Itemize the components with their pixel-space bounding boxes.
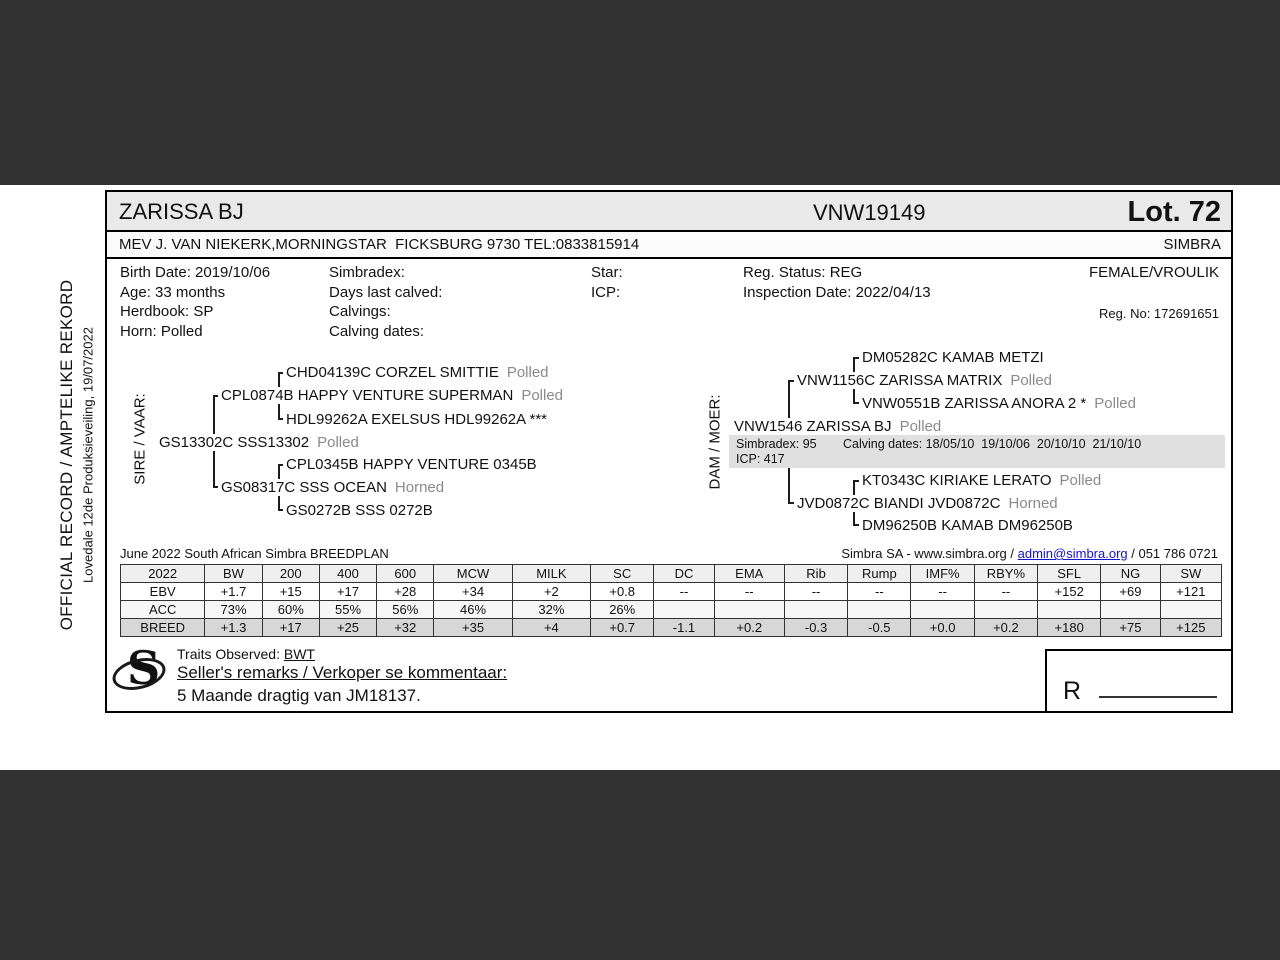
calvings-label: Calvings: — [329, 303, 391, 320]
breedplan-header-cell: IMF% — [911, 565, 974, 583]
breedplan-header-cell: SC — [591, 565, 654, 583]
contact-suffix: / 051 786 0721 — [1127, 546, 1218, 561]
breedplan-header-cell: EMA — [714, 565, 784, 583]
breedplan-row — [121, 583, 1222, 601]
breedplan-value-cell: +0.7 — [591, 619, 654, 637]
horn-tag: Polled — [1059, 472, 1102, 489]
price-box — [1045, 649, 1231, 711]
sire-section-label: SIRE / VAAR: — [131, 393, 149, 485]
reg-number: Reg. No: 172691651 — [1099, 306, 1219, 321]
pedigree-entry-sire-gp2 — [218, 479, 449, 496]
breedplan-row-label: EBV — [121, 583, 205, 601]
breedplan-value-cell: 46% — [434, 601, 512, 619]
pedigree-entry-sire-ggp4 — [283, 502, 446, 519]
breedplan-value-cell: -- — [654, 583, 714, 601]
animal-id: VNW1156C ZARISSA MATRIX — [797, 372, 1003, 389]
animal-id: CHD04139C CORZEL SMITTIE — [286, 364, 499, 381]
breedplan-value-cell: +1.7 — [205, 583, 262, 601]
breedplan-value-cell: +125 — [1160, 619, 1221, 637]
pedigree-entry-dam — [731, 418, 946, 435]
animal-id: KT0343C KIRIAKE LERATO — [862, 472, 1052, 489]
animal-id: CPL0874B HAPPY VENTURE SUPERMAN — [221, 387, 514, 404]
traits-value: BWT — [283, 646, 315, 662]
herdbook: Herdbook: SP — [120, 303, 214, 320]
breedplan-header-cell: RBY% — [974, 565, 1037, 583]
breedplan-value-cell: +28 — [377, 583, 434, 601]
animal-id: VNW0551B ZARISSA ANORA 2 * — [862, 395, 1087, 412]
breedplan-value-cell: -- — [911, 583, 974, 601]
animal-id: GS08317C SSS OCEAN — [221, 479, 387, 496]
breedplan-header-cell: MCW — [434, 565, 512, 583]
pedigree-entry-sire-ggp1 — [283, 364, 554, 381]
breedplan-value-cell: -0.5 — [848, 619, 911, 637]
owner-band — [107, 232, 1231, 259]
star-label: Star: — [591, 264, 623, 281]
breedplan-value-cell: 56% — [377, 601, 434, 619]
catalog-card — [105, 190, 1233, 713]
breedplan-value-cell: -0.3 — [784, 619, 847, 637]
breedplan-header-cell: 400 — [319, 565, 376, 583]
dam-production-info — [729, 435, 1225, 468]
sale-event-label: Lovedale 12de Produksieveiling, 19/07/2022 — [80, 327, 96, 583]
horn-tag: Polled — [1010, 372, 1053, 389]
breedplan-value-cell: +15 — [262, 583, 319, 601]
animal-id: HDL99262A EXELSUS HDL99262A *** — [286, 411, 548, 428]
owner-contact: MEV J. VAN NIEKERK,MORNINGSTAR FICKSBURG 9730 TEL:0833815914 — [119, 236, 640, 253]
breedplan-value-cell: -- — [848, 583, 911, 601]
dam-section-label: DAM / MOER: — [706, 394, 724, 490]
breedplan-header-cell: 600 — [377, 565, 434, 583]
breedplan-value-cell — [784, 601, 847, 619]
breedplan-value-cell: -- — [974, 583, 1037, 601]
breedplan-value-cell: +17 — [262, 619, 319, 637]
animal-id: GS13302C SSS13302 — [159, 434, 310, 451]
breedplan-title: June 2022 South African Simbra BREEDPLAN — [120, 546, 389, 561]
breedplan-value-cell: +0.0 — [911, 619, 974, 637]
breedplan-header-cell: DC — [654, 565, 714, 583]
breedplan-value-cell — [714, 601, 784, 619]
sellers-remarks-text: 5 Maande dragtig van JM18137. — [177, 686, 421, 705]
breedplan-value-cell: +152 — [1038, 583, 1101, 601]
breedplan-contact — [841, 546, 1218, 561]
breedplan-header-row — [121, 565, 1222, 583]
sellers-remarks-heading: Seller's remarks / Verkoper se kommentaar: — [177, 663, 508, 682]
animal-id: GS0272B SSS 0272B — [286, 502, 433, 519]
official-record-label: OFFICIAL RECORD / AMPTELIKE REKORD — [57, 279, 76, 631]
breedplan-value-cell: +0.8 — [591, 583, 654, 601]
breedplan-value-cell: -- — [784, 583, 847, 601]
breedplan-header-cell: Rib — [784, 565, 847, 583]
breedplan-row-label: BREED — [121, 619, 205, 637]
traits-observed — [177, 646, 315, 662]
simbra-logo — [110, 641, 172, 702]
breedplan-header-cell: SW — [1160, 565, 1221, 583]
breedplan-value-cell: 73% — [205, 601, 262, 619]
horn-tag: Horned — [394, 479, 445, 496]
pedigree-entry-sire-gp1 — [218, 387, 568, 404]
logo-s-letter: S — [127, 641, 161, 695]
dam-icp: ICP: 417 — [736, 452, 785, 466]
animal-id: DM05282C KAMAB METZI — [862, 349, 1044, 366]
horn-tag: Polled — [521, 387, 564, 404]
breedplan-value-cell — [654, 601, 714, 619]
icp-label: ICP: — [591, 284, 621, 301]
breedplan-value-cell — [848, 601, 911, 619]
animal-id: VNW1546 ZARISSA BJ — [734, 418, 892, 435]
dam-calving-dates: Calving dates: 18/05/10 19/10/06 20/10/10 21/10/10 — [843, 437, 1142, 451]
price-currency: R — [1063, 677, 1082, 705]
breedplan-value-cell: +121 — [1160, 583, 1221, 601]
age: Age: 33 months — [120, 284, 226, 301]
bottom-mask-bar — [0, 770, 1280, 960]
animal-id: CPL0345B HAPPY VENTURE 0345B — [286, 456, 537, 473]
pedigree-entry-sire-ggp2 — [283, 411, 560, 428]
breed-name: SIMBRA — [1163, 236, 1221, 253]
breedplan-value-cell — [1038, 601, 1101, 619]
breedplan-header-cell: Rump — [848, 565, 911, 583]
pedigree-entry-sire — [156, 434, 364, 451]
breedplan-value-cell: +35 — [434, 619, 512, 637]
horn-tag: Polled — [899, 418, 942, 435]
breedplan-value-cell: +1.3 — [205, 619, 262, 637]
breedplan-header-cell: NG — [1101, 565, 1160, 583]
breedplan-value-cell: +180 — [1038, 619, 1101, 637]
breedplan-value-cell: -- — [714, 583, 784, 601]
top-mask-bar — [0, 0, 1280, 185]
pedigree-entry-sire-ggp3 — [283, 456, 550, 473]
simbradex-label: Simbradex: — [329, 264, 405, 281]
breedplan-value-cell: +17 — [319, 583, 376, 601]
pedigree-entry-dam-ggp3 — [859, 472, 1106, 489]
breedplan-table — [120, 564, 1222, 637]
breedplan-value-cell — [974, 601, 1037, 619]
traits-label: Traits Observed: — [177, 646, 280, 662]
breedplan-header-cell: 2022 — [121, 565, 205, 583]
breedplan-value-cell: 60% — [262, 601, 319, 619]
breedplan-value-cell: +4 — [512, 619, 590, 637]
horn-tag: Polled — [1094, 395, 1136, 412]
pedigree-entry-dam-gp1 — [794, 372, 1057, 389]
animal-id: DM96250B KAMAB DM96250B — [862, 517, 1073, 534]
breedplan-row — [121, 601, 1222, 619]
breedplan-value-cell: +2 — [512, 583, 590, 601]
breedplan-value-cell — [911, 601, 974, 619]
breedplan-value-cell: +34 — [434, 583, 512, 601]
breedplan-value-cell: +69 — [1101, 583, 1160, 601]
breedplan-value-cell: 32% — [512, 601, 590, 619]
calving-dates-label: Calving dates: — [329, 323, 425, 340]
horn-tag: Polled — [317, 434, 359, 451]
pedigree-entry-dam-ggp2 — [859, 395, 1141, 412]
inspection-date: Inspection Date: 2022/04/13 — [743, 284, 931, 301]
price-blank-line — [1099, 696, 1217, 698]
breedplan-row — [121, 619, 1222, 637]
breedplan-row-label: ACC — [121, 601, 205, 619]
breedplan-value-cell: +0.2 — [714, 619, 784, 637]
breedplan-value-cell: 55% — [319, 601, 376, 619]
card-header-band — [107, 192, 1231, 232]
breedplan-header-cell: 200 — [262, 565, 319, 583]
animal-name: ZARISSA BJ — [119, 199, 244, 224]
breedplan-header-cell: SFL — [1038, 565, 1101, 583]
contact-prefix: Simbra SA - www.simbra.org / — [841, 546, 1018, 561]
pedigree-entry-dam-ggp1 — [859, 349, 1057, 366]
horn-tag: Horned — [1008, 495, 1058, 512]
breedplan-value-cell: +75 — [1101, 619, 1160, 637]
breedplan-header-cell: MILK — [512, 565, 590, 583]
breedplan-value-cell — [1160, 601, 1221, 619]
breedplan-value-cell — [1101, 601, 1160, 619]
dam-simbradex: Simbradex: 95 — [736, 437, 817, 451]
breedplan-value-cell: +0.2 — [974, 619, 1037, 637]
breedplan-value-cell: -1.1 — [654, 619, 714, 637]
days-last-calved-label: Days last calved: — [329, 284, 443, 301]
email-link[interactable]: admin@simbra.org — [1017, 546, 1128, 561]
breedplan-header-cell: BW — [205, 565, 262, 583]
breedplan-value-cell: +25 — [319, 619, 376, 637]
horn-tag: Polled — [506, 364, 549, 381]
horn-status: Horn: Polled — [120, 323, 203, 340]
animal-reg-id: VNW19149 — [813, 200, 926, 225]
reg-status: Reg. Status: REG — [743, 264, 863, 281]
sex-label: FEMALE/VROULIK — [1088, 264, 1219, 281]
animal-id: JVD0872C BIANDI JVD0872C — [797, 495, 1001, 512]
breedplan-value-cell: +32 — [377, 619, 434, 637]
birth-date: Birth Date: 2019/10/06 — [120, 264, 271, 281]
pedigree-entry-dam-gp2 — [794, 495, 1063, 512]
pedigree-entry-dam-ggp4 — [859, 517, 1086, 534]
breedplan-value-cell: 26% — [591, 601, 654, 619]
lot-number: Lot. 72 — [1127, 196, 1221, 228]
